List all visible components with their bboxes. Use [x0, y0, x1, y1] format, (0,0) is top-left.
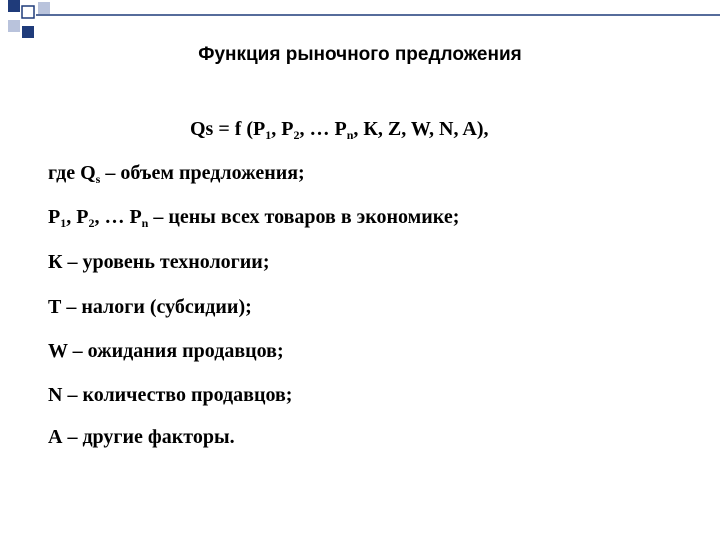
slide-decoration: [0, 0, 720, 50]
text-part: где Q: [48, 162, 96, 184]
text-sub: 1: [60, 216, 67, 230]
text-sub: n: [141, 216, 149, 230]
definition-line-sellers: N – количество продавцов;: [48, 384, 293, 406]
formula-part: , … P: [299, 118, 347, 140]
definition-line-qs: [48, 162, 305, 185]
formula-part: , К, Z, W, N, A),: [353, 118, 489, 140]
text-part: , P: [66, 206, 89, 228]
text-sub: s: [95, 172, 101, 186]
formula-sub: n: [346, 128, 354, 142]
definition-line-expectations: W – ожидания продавцов;: [48, 340, 284, 362]
deco-square-light: [8, 20, 20, 32]
formula-part: Qs = f (P: [190, 118, 266, 140]
deco-square-outline: [22, 6, 34, 18]
formula-sub: 2: [293, 128, 300, 142]
formula: [190, 118, 489, 141]
definition-line-technology: К – уровень технологии;: [48, 251, 270, 273]
formula-sub: 1: [265, 128, 272, 142]
formula-part: , P: [271, 118, 294, 140]
text-part: P: [48, 206, 61, 228]
text-sub: 2: [88, 216, 95, 230]
definition-line-other: А – другие факторы.: [48, 426, 235, 448]
slide-title: Функция рыночного предложения: [198, 44, 522, 65]
text-part: – объем предложения;: [100, 162, 305, 184]
definition-line-taxes: Т – налоги (субсидии);: [48, 296, 252, 318]
text-part: , … P: [94, 206, 142, 228]
definition-line-prices: [48, 206, 459, 229]
text-part: – цены всех товаров в экономике;: [148, 206, 460, 228]
deco-square-light-2: [38, 2, 50, 14]
deco-square-dark-2: [22, 26, 34, 38]
deco-square-dark: [8, 0, 20, 12]
